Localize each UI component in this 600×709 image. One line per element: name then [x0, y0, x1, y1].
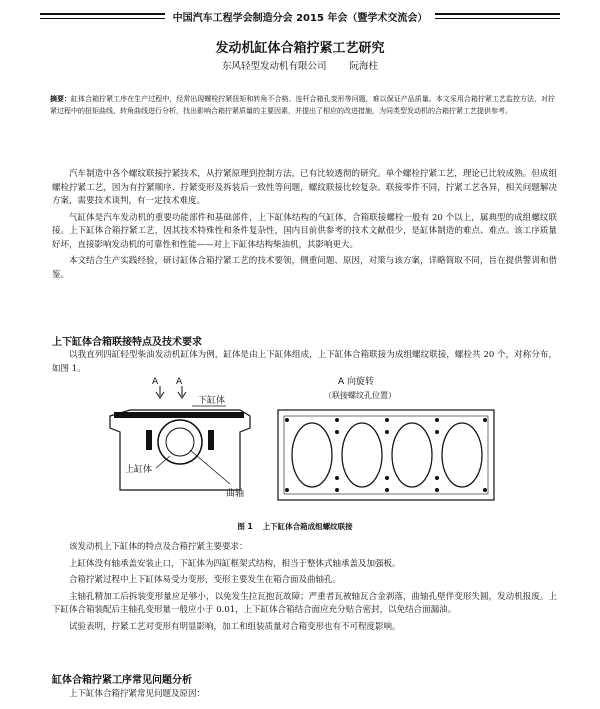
bolt-holes — [285, 418, 487, 492]
figure-number: 图 1 — [237, 522, 253, 531]
block-section-diagram — [110, 377, 250, 499]
section2-paragraph: 上下缸体合箱拧紧常见问题及原因： — [69, 689, 206, 699]
bolt — [208, 430, 214, 450]
header-rule-right — [435, 13, 560, 19]
joint-face — [114, 412, 244, 418]
section-heading-2: 缸体合箱拧紧工序常见问题分析 — [52, 675, 192, 686]
bolt — [146, 430, 152, 450]
fig-label-view-title: A 向旋转 — [338, 377, 375, 387]
bolt-hole — [335, 488, 339, 492]
header-rule-left — [40, 13, 165, 19]
requirements-paragraph: 主轴孔精加工后拆装变形量应足够小，以免发生拉瓦抱瓦故障；严重者瓦被轴瓦合金剥落，曲轴孔壁伴变形失圆，发动机报废。上下缸体合箱装配后主轴孔变形量一般应小于 0.01，上下缸体合箱结合面应充分贴合密封，以免结合面漏油。 — [52, 591, 557, 615]
abstract — [50, 94, 555, 117]
fig-label-a-left: A — [152, 377, 159, 387]
requirements-paragraph: 该发动机上下缸体的特点及合箱拧紧主要要求： — [69, 542, 248, 552]
fig-label-upper-block: 上缸体 — [125, 465, 153, 475]
author-org: 东风轻型发动机有限公司 — [221, 61, 327, 72]
bolt-hole — [385, 418, 389, 422]
bolt-hole — [385, 476, 389, 480]
block-inner-outline — [284, 416, 488, 494]
abstract-text: 缸体合箱拧紧工序在生产过程中，经常出现螺栓拧紧扭矩和转角不合格、连杆合箱孔变形等问题，难以保证产品质量。本文采用合箱拧紧工艺监控方法，对拧紧过程中的扭矩曲线、转角曲线进行分析，找出影响合箱拧紧质量的主要因素，并提出了相应的改进措施，为同类型发动机的合箱拧紧工艺提供参考。 — [50, 95, 556, 115]
leader-line — [156, 456, 170, 468]
requirements-paragraph: 上缸体没有轴承盖安装止口，下缸体为四缸框架式结构，相当于整体式轴承盖及加强板。 — [69, 558, 401, 569]
bolt-hole — [435, 488, 439, 492]
intro-section — [52, 168, 557, 285]
bolt-hole — [435, 476, 439, 480]
cylinder-bore — [342, 423, 382, 487]
cylinder-bore — [392, 423, 432, 487]
bolt-hole — [285, 488, 289, 492]
author-line — [0, 58, 600, 72]
leader-line — [190, 450, 230, 484]
bolt-hole — [483, 488, 487, 492]
intro-paragraph: 气缸体是汽车发动机的重要功能部件和基础部件，上下缸体结构的气缸体，合箱联接螺栓一般有 20 个以上，属典型的成组螺纹联接。上下缸体合箱拧紧工艺，因其技术特殊性和条件复杂性，国内目前供参考的技术文献很少，是缸体制造的难点、难点。该工序质量好坏，直接影响发动机的可靠性和性能——对上下缸体结构柴油机，其影响更大。 — [52, 212, 557, 250]
bolt-hole — [435, 418, 439, 422]
bolt-hole — [483, 418, 487, 422]
bolt-hole — [335, 418, 339, 422]
fig-label-lower-block: 下缸体 — [198, 396, 226, 406]
fig-label-a-right: A — [176, 377, 183, 387]
crank-journal — [166, 428, 194, 456]
section2-body — [52, 688, 557, 705]
intro-paragraph: 汽车制造中各个螺纹联接拧紧技术，从拧紧原理到控制方法，已有比较透彻的研究。单个螺栓拧紧工艺，理论已比较成熟。但成组螺栓拧紧工艺，因为有拧紧顺序、拧紧变形及拆装后一致性等问题，螺纹联接比较复杂。联接零件不同，拧紧工艺各异，相关问题解决方案，需要技术谈判，有一定技术难度。 — [52, 169, 557, 206]
bolt-hole — [435, 430, 439, 434]
bolt-hole — [335, 430, 339, 434]
section-heading-1: 上下缸体合箱联接特点及技术要求 — [52, 337, 202, 348]
header-text: 中国汽车工程学会制造分会 2015 年会（暨学术交流会） — [172, 12, 428, 24]
bolt-hole — [335, 476, 339, 480]
arrow-icon — [156, 386, 164, 398]
bolt-layout-diagram — [278, 375, 494, 500]
cylinder-bore — [292, 423, 332, 487]
fig-label-view-sub: （联接螺纹孔位置） — [324, 391, 396, 400]
figure-caption — [0, 521, 600, 532]
section1-paragraph: 以我直列四缸轻型柴油发动机缸体为例，缸体是由上下缸体组成，上下缸体合箱联接为成组螺纹联接，螺栓共 20 个，对称分布，如图 1。 — [52, 350, 557, 374]
requirements-paragraph: 合箱拧紧过程中上下缸体易受力变形，变形主要发生在箱合面及曲轴孔。 — [69, 575, 342, 585]
bolt-hole — [385, 488, 389, 492]
requirements-body — [52, 541, 557, 637]
figure-1 — [90, 372, 560, 517]
arrow-icon — [178, 386, 186, 398]
bolt-hole — [385, 430, 389, 434]
fig-label-crankshaft: 曲轴 — [226, 489, 245, 499]
requirements-paragraph: 试验表明，拧紧工艺对变形有明显影响，加工和组装质量对合箱变形也有不可程度影响。 — [69, 621, 401, 632]
page-header — [40, 8, 560, 24]
bolt-hole — [285, 418, 289, 422]
abstract-label: 摘要： — [50, 95, 72, 103]
cylinder-bore — [442, 423, 482, 487]
paper-title: 发动机缸体合箱拧紧工艺研究 — [215, 41, 385, 56]
author-name: 阮海柱 — [349, 61, 379, 72]
figure-caption-text: 上下缸体合箱成组螺纹联接 — [262, 522, 353, 531]
intro-paragraph: 本文结合生产实践经验，研讨缸体合箱拧紧工艺的技术要领，侧重问题、原因，对策与该方案，详略简取不同，旨在提供警训和借鉴。 — [52, 256, 557, 280]
